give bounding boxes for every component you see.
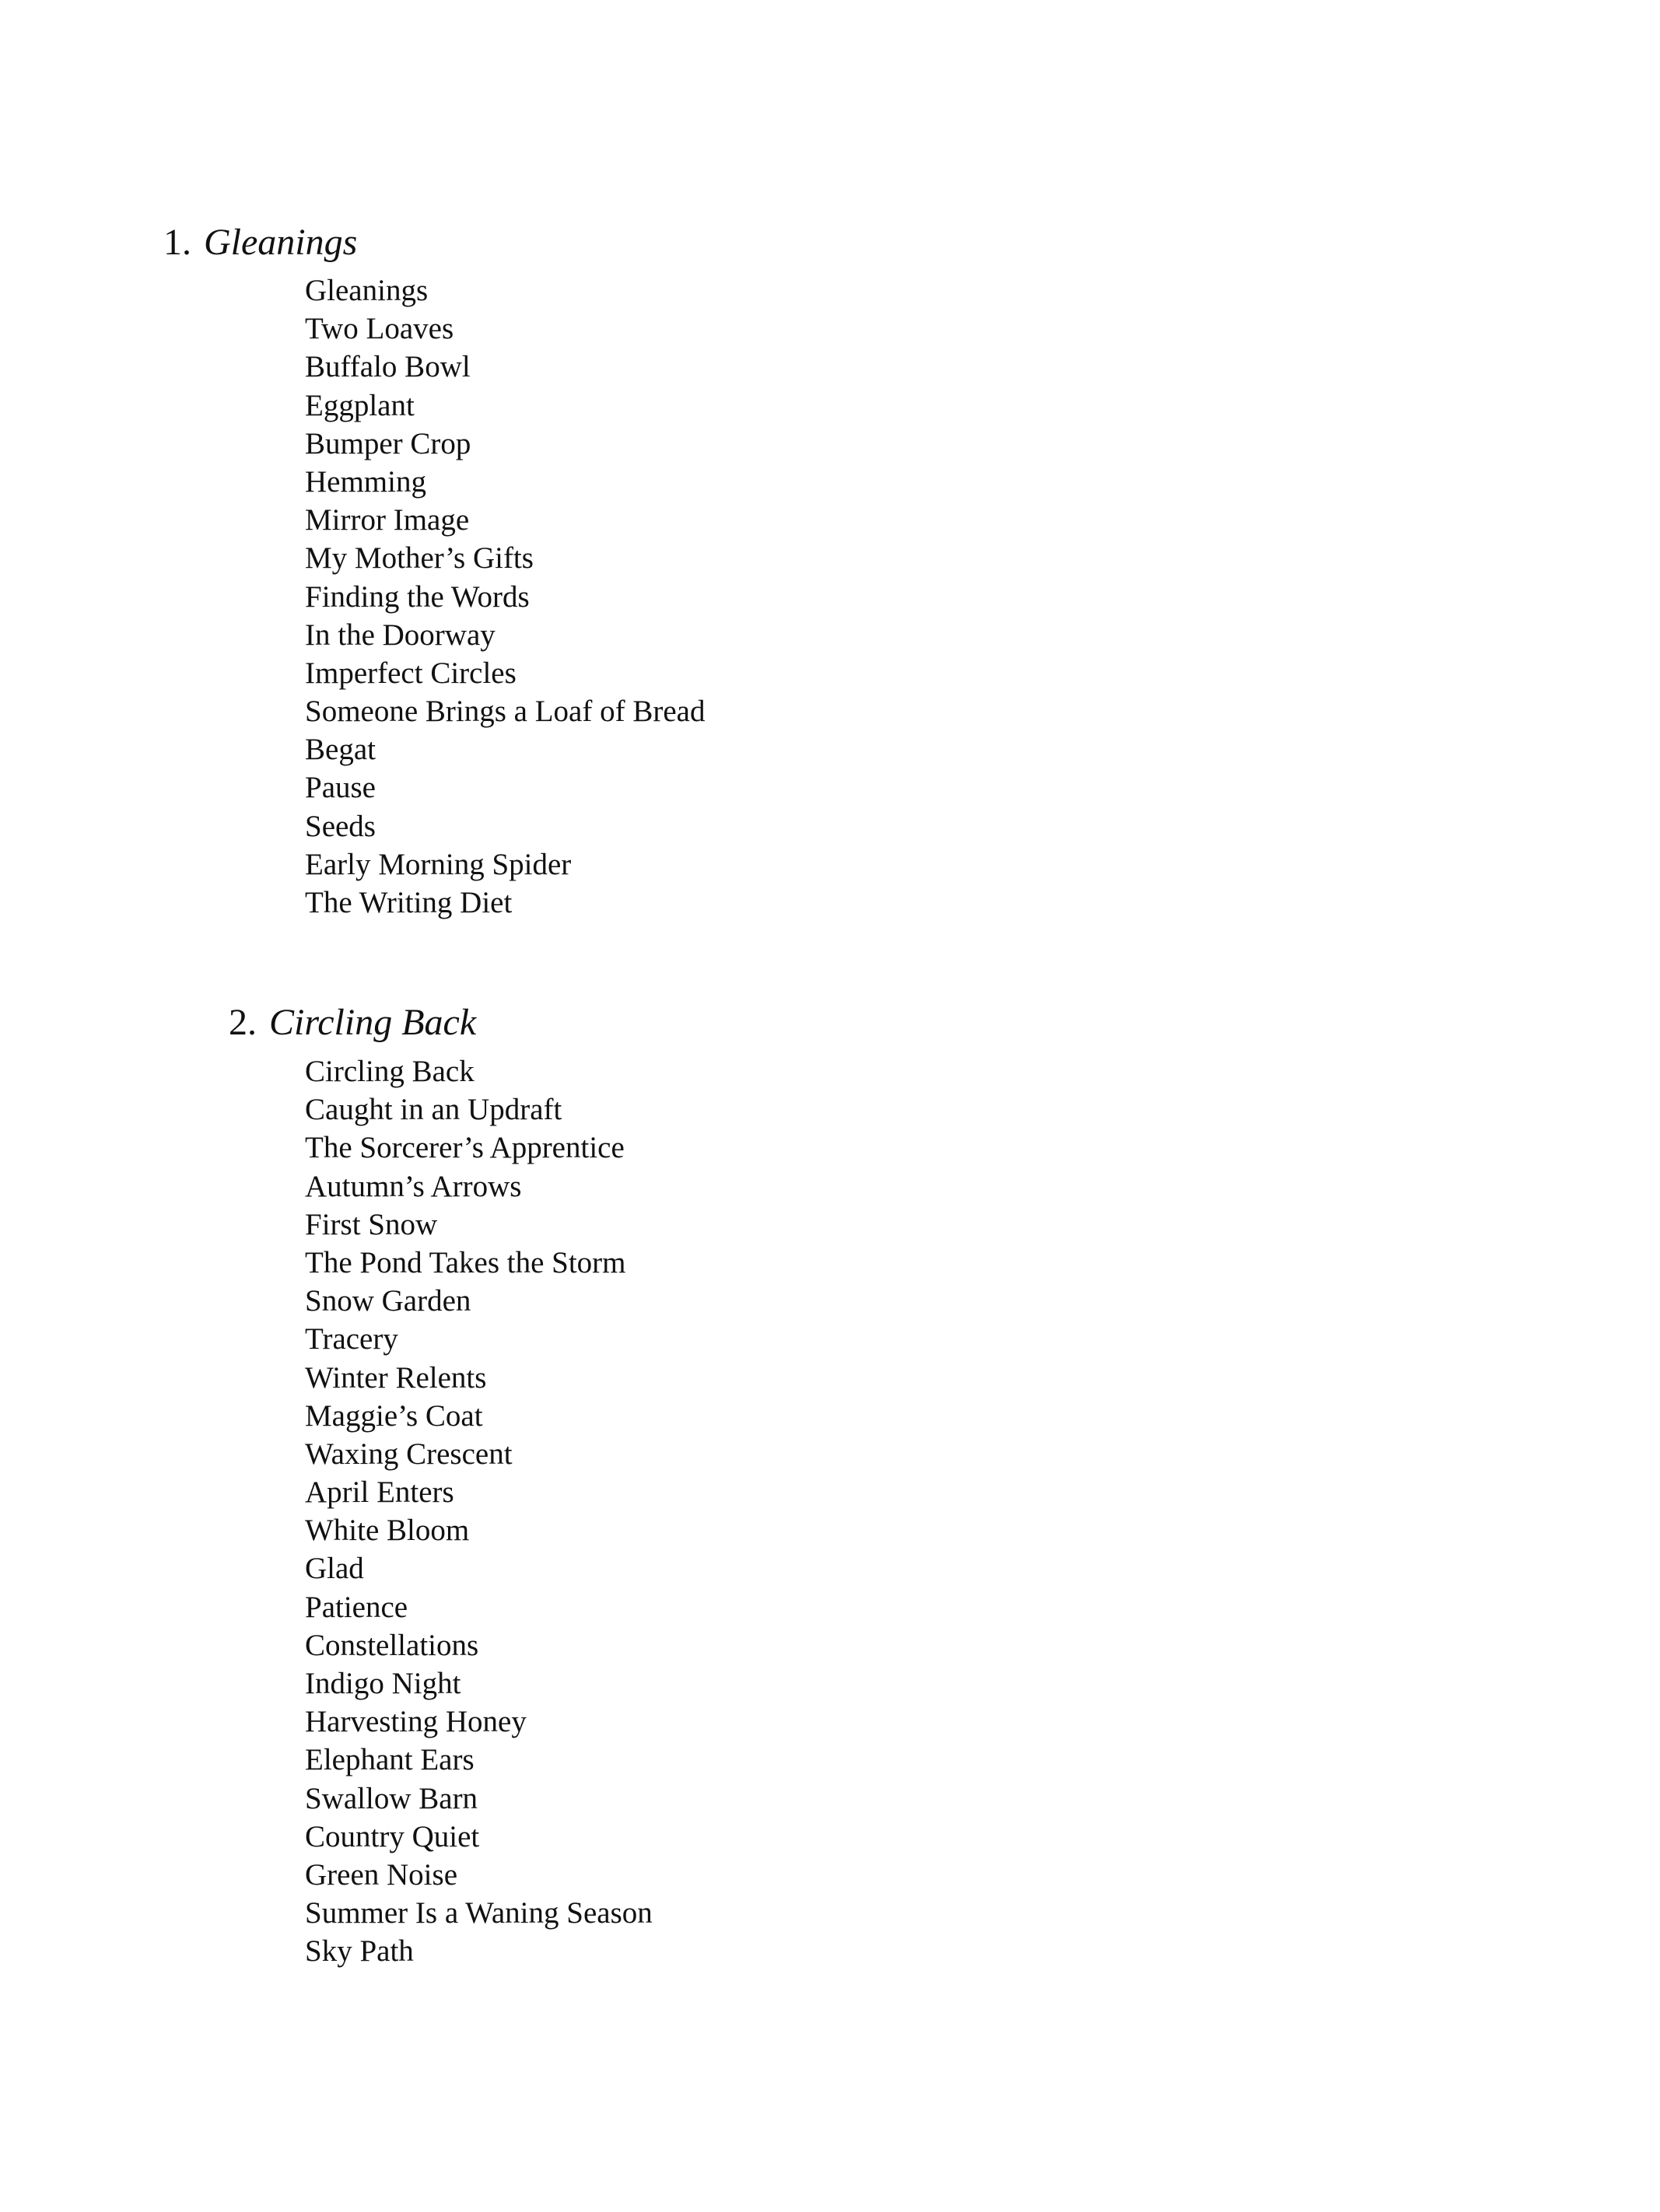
poem-title: Elephant Ears [305, 1743, 475, 1777]
poem-title: Patience [305, 1590, 408, 1624]
poem-title: April Enters [305, 1475, 454, 1510]
poem-title: Early Morning Spider [305, 847, 572, 881]
poem-title: Snow Garden [305, 1284, 471, 1318]
poem-title: Hemming [305, 464, 426, 499]
poem-title: Sky Path [305, 1934, 414, 1969]
poem-title: Begat [305, 733, 376, 767]
poem-title: Constellations [305, 1628, 479, 1662]
poem-title: The Writing Diet [305, 886, 513, 919]
poem-title: Harvesting Honey [305, 1705, 527, 1739]
poem-title: In the Doorway [305, 618, 496, 652]
poem-title: Caught in an Updraft [305, 1093, 562, 1127]
poem-title: Waxing Crescent [305, 1437, 513, 1471]
poem-title: Pause [305, 771, 376, 805]
poem-title: Glad [305, 1552, 364, 1586]
poem-title: Eggplant [305, 388, 415, 422]
poem-title: Finding the Words [305, 579, 530, 614]
section-number: 2. [229, 1002, 257, 1043]
poem-title: Gleanings [305, 274, 429, 307]
poem-title: Circling Back [305, 1055, 475, 1088]
poem-title: Buffalo Bowl [305, 350, 471, 384]
poem-title: Imperfect Circles [305, 656, 517, 690]
poem-list [305, 271, 705, 922]
poem-title: Tracery [305, 1322, 398, 1356]
poem-title: Swallow Barn [305, 1781, 478, 1815]
section-number: 1. [163, 222, 191, 263]
poem-title: Autumn’s Arrows [305, 1169, 522, 1203]
section-heading [229, 999, 476, 1046]
poem-title: White Bloom [305, 1514, 470, 1548]
poem-title: The Pond Takes the Storm [305, 1245, 626, 1279]
poem-title: The Sorcerer’s Apprentice [305, 1131, 625, 1165]
poem-title: Winter Relents [305, 1360, 487, 1395]
poem-title: Indigo Night [305, 1667, 461, 1700]
poem-title: Seeds [305, 809, 376, 843]
poem-title: Someone Brings a Loaf of Bread [305, 695, 706, 729]
section-title: Circling Back [269, 1002, 477, 1043]
poem-list [305, 1052, 653, 1971]
poem-title: Mirror Image [305, 503, 470, 537]
poem-title: Two Loaves [305, 312, 454, 346]
poem-title: Country Quiet [305, 1819, 480, 1853]
poem-title: My Mother’s Gifts [305, 541, 534, 576]
section-title: Gleanings [204, 222, 358, 263]
poem-title: Maggie’s Coat [305, 1398, 483, 1433]
poem-title: Bumper Crop [305, 426, 471, 460]
poem-title: First Snow [305, 1207, 438, 1241]
poem-title: Summer Is a Waning Season [305, 1896, 653, 1930]
section-heading [163, 219, 357, 266]
poem-title: Green Noise [305, 1857, 458, 1892]
